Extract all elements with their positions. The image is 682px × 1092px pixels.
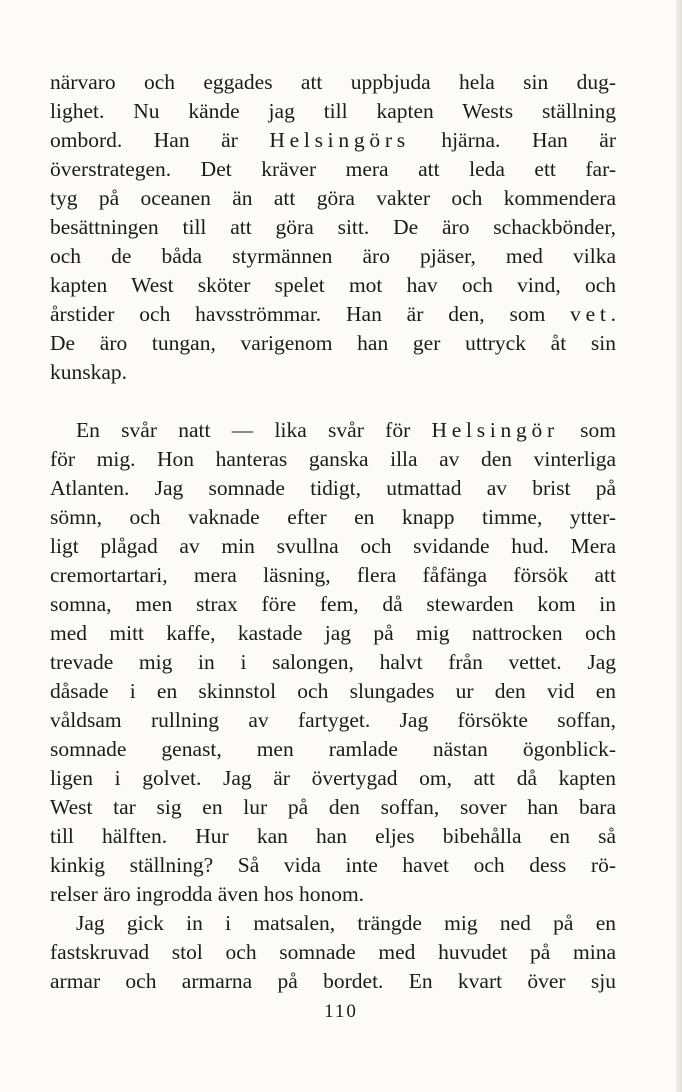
spaced-emphasis: vet bbox=[570, 302, 611, 326]
text-line: sömn, och vaknade efter en knapp timme, ytter- bbox=[50, 505, 616, 529]
text-segment: ombord. Han är bbox=[50, 128, 270, 152]
text-line bbox=[76, 416, 616, 444]
text-line: tyg på oceanen än att göra vakter och kommendera bbox=[50, 186, 616, 210]
text-line: närvaro och eggades att uppbjuda hela sin dug- bbox=[50, 70, 616, 94]
text-segment: årstider och havsströmmar. Han är den, som bbox=[50, 302, 571, 326]
text-line: De äro tungan, varigenom han ger uttryck åt sin bbox=[50, 331, 616, 355]
text-line: armar och armarna på bordet. En kvart över sju bbox=[50, 969, 616, 993]
text-line: kinkig ställning? Så vida inte havet och dess rö- bbox=[50, 853, 616, 877]
page-number: 110 bbox=[324, 1001, 358, 1022]
text-line: somnade genast, men ramlade nästan ögonblick- bbox=[50, 737, 616, 761]
text-segment: . bbox=[610, 302, 616, 326]
spaced-emphasis: Helsingörs bbox=[269, 128, 410, 152]
text-line: ligen i golvet. Jag är övertygad om, att då kapten bbox=[50, 766, 616, 790]
text-line: Atlanten. Jag somnade tidigt, utmattad av brist på bbox=[50, 476, 616, 500]
text-line: våldsam rullning av fartyget. Jag försökte soffan, bbox=[50, 708, 616, 732]
text-line: cremortartari, mera läsning, flera fåfänga försök att bbox=[50, 563, 616, 587]
text-line: lighet. Nu kände jag till kapten Wests ställning bbox=[50, 99, 616, 123]
text-line: trevade mig in i salongen, halvt från vettet. Jag bbox=[50, 650, 616, 674]
text-line: kunskap. bbox=[50, 360, 128, 384]
text-line: med mitt kaffe, kastade jag på mig nattrocken och bbox=[50, 621, 616, 645]
text-line: West tar sig en lur på den soffan, sover han bara bbox=[50, 795, 616, 819]
page-edge bbox=[676, 0, 682, 1092]
text-line bbox=[50, 126, 616, 154]
text-line: besättningen till att göra sitt. De äro schackbönder, bbox=[50, 215, 616, 239]
spaced-emphasis: Helsingör bbox=[431, 418, 559, 442]
text-line: somna, men strax före fem, då stewarden kom in bbox=[50, 592, 616, 616]
text-line: relser äro ingrodda även hos honom. bbox=[50, 882, 365, 906]
text-segment: som bbox=[558, 418, 616, 442]
text-line: dåsade i en skinnstol och slungades ur den vid en bbox=[50, 679, 616, 703]
text-line: ligt plågad av min svullna och svidande hud. Mera bbox=[50, 534, 616, 558]
text-segment: En svår natt — lika svår för bbox=[76, 418, 432, 442]
text-line: för mig. Hon hanteras ganska illa av den vinterliga bbox=[50, 447, 616, 471]
text-line: kapten West sköter spelet mot hav och vind, och bbox=[50, 273, 616, 297]
text-line: och de båda styrmännen äro pjäser, med vilka bbox=[50, 244, 616, 268]
text-line: till hälften. Hur kan han eljes bibehålla en så bbox=[50, 824, 616, 848]
text-line: Jag gick in i matsalen, trängde mig ned på en bbox=[76, 911, 616, 935]
text-line: fastskruvad stol och somnade med huvudet på mina bbox=[50, 940, 616, 964]
text-line bbox=[50, 300, 616, 328]
text-line: överstrategen. Det kräver mera att leda ett far- bbox=[50, 157, 616, 181]
text-segment: hjärna. Han är bbox=[409, 128, 616, 152]
